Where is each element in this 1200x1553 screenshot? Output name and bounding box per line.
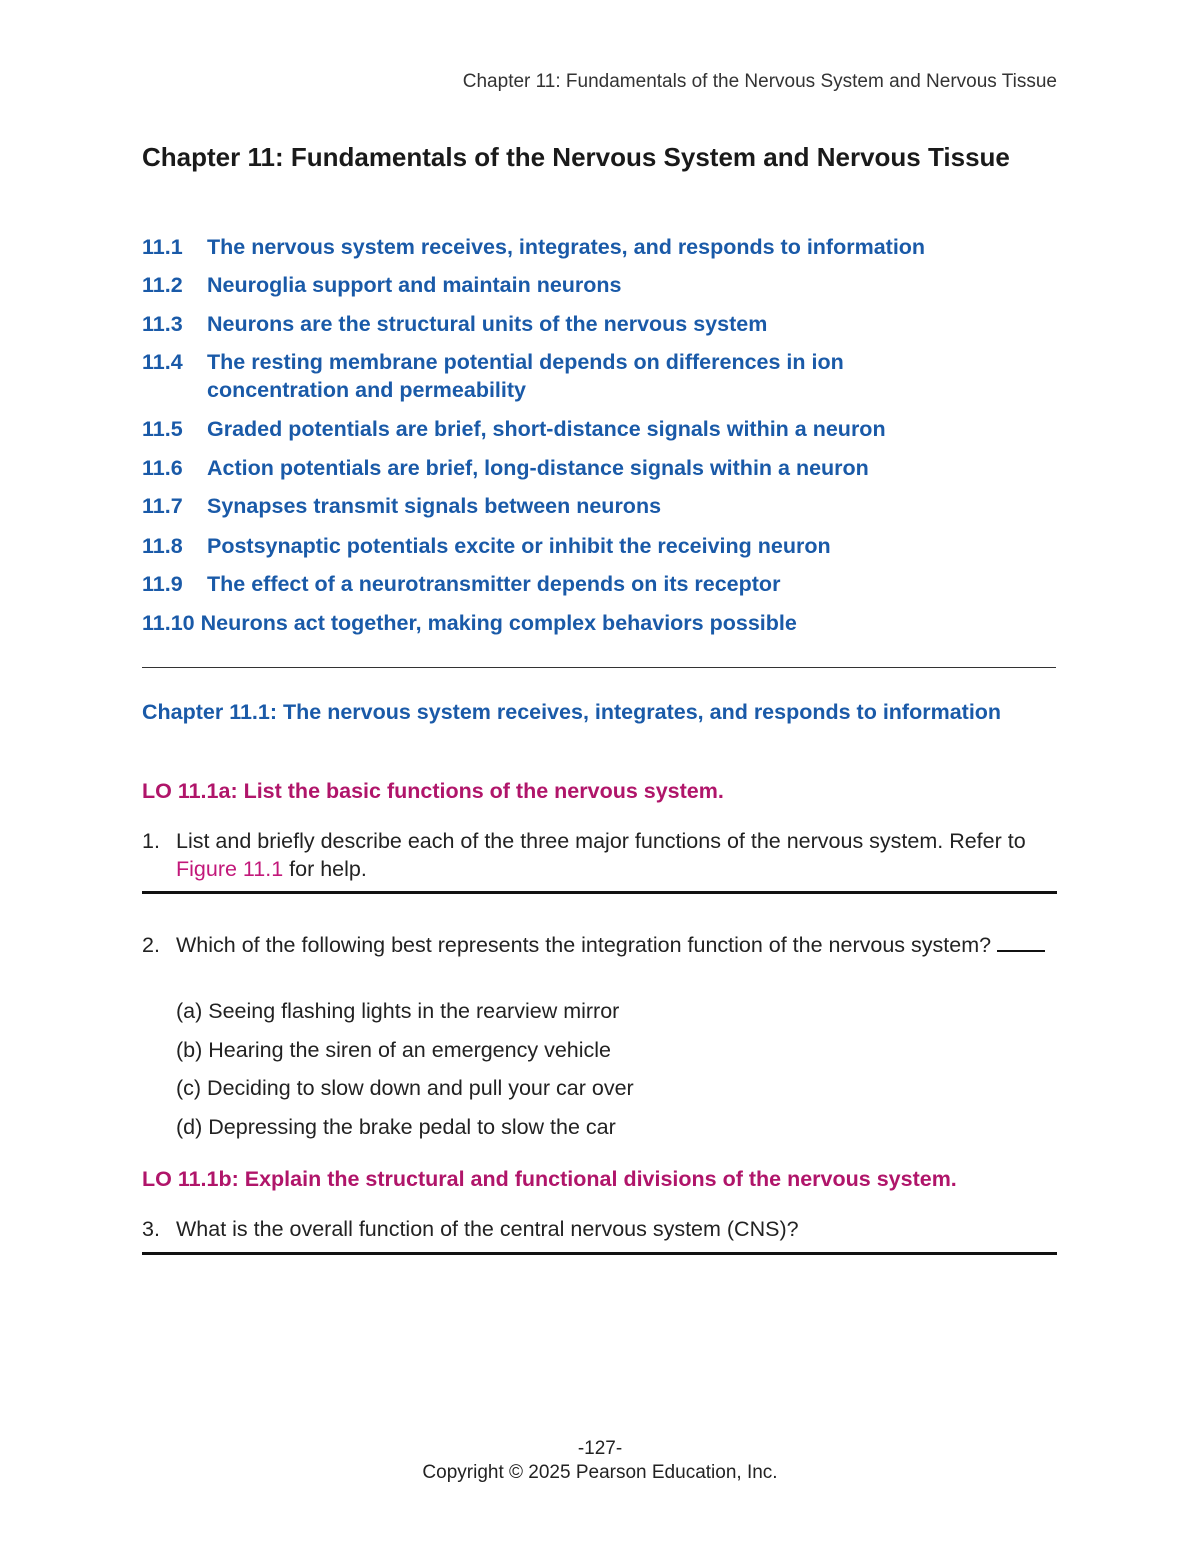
question-1: [142, 827, 1057, 883]
answer-blank[interactable]: [997, 950, 1045, 952]
toc-item: [142, 609, 1041, 637]
learning-objective-1a: LO 11.1a: List the basic functions of the nervous system.: [142, 779, 724, 803]
toc-item: [142, 532, 1047, 560]
question-number: 3.: [142, 1217, 160, 1241]
section-heading: Chapter 11.1: The nervous system receives, integrates, and responds to information: [142, 700, 1002, 724]
toc-item-text: The resting membrane potential depends on differences in ion concentration and permeability: [207, 350, 844, 402]
question-number: 1.: [142, 829, 160, 853]
toc-item-number: 11.3: [142, 312, 183, 336]
toc-item-text: Neurons act together, making complex behaviors possible: [200, 611, 797, 635]
question-text: [176, 827, 1057, 883]
toc-item-number: 11.1: [142, 235, 183, 259]
toc-item: [142, 271, 1047, 299]
toc-item: [142, 233, 1047, 261]
question-text: What is the overall function of the central nervous system (CNS)?: [176, 1217, 799, 1241]
toc-item-number: 11.8: [142, 534, 183, 558]
option-a: (a) Seeing flashing lights in the rearview mirror: [176, 999, 620, 1023]
toc-item-number: 11.10: [142, 611, 195, 635]
toc-item: [142, 570, 1047, 598]
toc-item-text: Action potentials are brief, long-distance signals within a neuron: [207, 456, 869, 480]
figure-link[interactable]: Figure 11.1: [176, 857, 284, 881]
toc-item-number: 11.6: [142, 456, 183, 480]
toc-item-text: Graded potentials are brief, short-distance signals within a neuron: [207, 417, 886, 441]
toc-item-text: Postsynaptic potentials excite or inhibit the receiving neuron: [207, 534, 831, 558]
option-b: (b) Hearing the siren of an emergency vehicle: [176, 1038, 611, 1062]
answer-line[interactable]: [142, 891, 1057, 894]
question-text: [176, 931, 1057, 959]
answer-line[interactable]: [142, 1252, 1057, 1255]
page-number: -127-: [577, 1438, 623, 1459]
copyright: Copyright © 2025 Pearson Education, Inc.: [422, 1462, 778, 1483]
toc-item-text: Synapses transmit signals between neurons: [207, 494, 662, 518]
option-d: (d) Depressing the brake pedal to slow the car: [176, 1115, 616, 1139]
toc-item-text: Neuroglia support and maintain neurons: [207, 273, 622, 297]
toc-item-text: The nervous system receives, integrates, and responds to information: [207, 235, 926, 259]
option-c: (c) Deciding to slow down and pull your car over: [176, 1076, 634, 1100]
toc-item: [142, 454, 1047, 482]
toc-item-number: 11.9: [142, 572, 183, 596]
toc-item: [142, 415, 1047, 443]
question-3: [142, 1215, 1057, 1243]
chapter-title: Chapter 11: Fundamentals of the Nervous System and Nervous Tissue: [142, 142, 1010, 172]
question-body: Which of the following best represents the integration function of the nervous system?: [176, 933, 992, 957]
toc-item-text: Neurons are the structural units of the nervous system: [207, 312, 768, 336]
section-divider: [142, 667, 1056, 668]
running-header: Chapter 11: Fundamentals of the Nervous System and Nervous Tissue: [462, 71, 1057, 92]
toc-item: [142, 310, 1047, 338]
toc-item: [142, 348, 917, 404]
toc-item-text: The effect of a neurotransmitter depends on its receptor: [207, 572, 781, 596]
question-2: [142, 931, 1057, 959]
toc-item-number: 11.7: [142, 494, 183, 518]
toc-item: [142, 492, 1047, 520]
question-suffix: for help.: [289, 857, 367, 881]
learning-objective-1b: LO 11.1b: Explain the structural and functional divisions of the nervous system.: [142, 1167, 957, 1191]
question-body: List and briefly describe each of the three major functions of the nervous system. Refer to: [176, 829, 1026, 853]
question-number: 2.: [142, 933, 160, 957]
toc-item-number: 11.4: [142, 350, 183, 374]
toc-item-number: 11.5: [142, 417, 183, 441]
toc-item-number: 11.2: [142, 273, 183, 297]
